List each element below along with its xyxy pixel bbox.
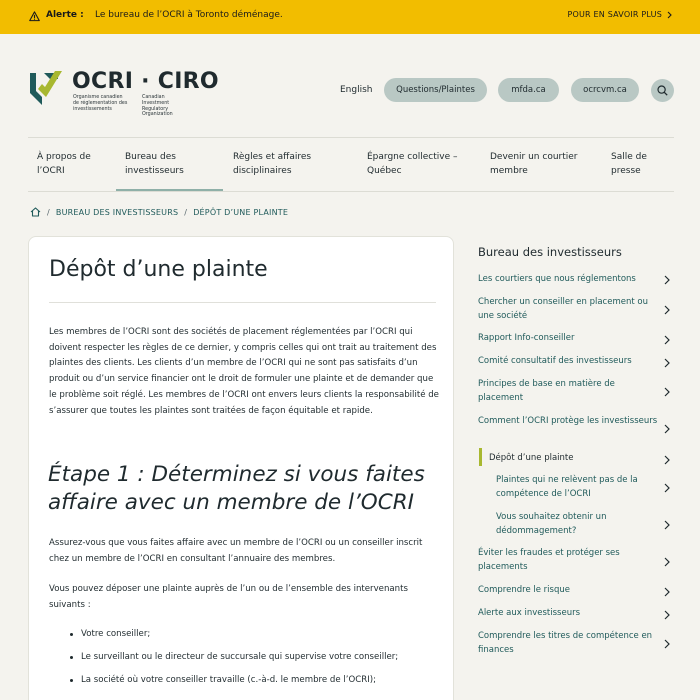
sidebar-item-alerte-investisseurs[interactable]: Alerte aux investisseurs: [478, 608, 581, 618]
breadcrumb-current: DÉPÔT D’UNE PLAINTE: [193, 207, 289, 217]
alert-more-link[interactable]: [567, 10, 672, 19]
questions-plaintes-button[interactable]: Questions/Plaintes: [384, 78, 487, 102]
logo-wordmark: OCRI · CIRO: [72, 69, 219, 94]
sidebar-active-marker: [479, 448, 482, 466]
nav-a-propos[interactable]: À propos de l’OCRI: [37, 152, 91, 176]
chevron-right-icon: [664, 387, 670, 397]
logo-subtitle-en: Canadian Investment Regulatory Organization: [142, 95, 173, 118]
sidebar-item-comite-consultatif[interactable]: Comité consultatif des investisseurs: [478, 356, 632, 366]
breadcrumb-section-link[interactable]: BUREAU DES INVESTISSEURS: [55, 207, 179, 217]
mfda-link-button[interactable]: mfda.ca: [498, 78, 559, 102]
chevron-right-icon: [664, 455, 670, 465]
nav-divider: [28, 191, 674, 192]
chevron-right-icon: [664, 483, 670, 493]
alert-more-label: POUR EN SAVOIR PLUS: [567, 10, 662, 19]
nav-salle-presse[interactable]: Salle de presse: [611, 152, 647, 176]
logo-subtitle-fr: Organisme canadien de réglementation des investissements: [73, 95, 128, 112]
chevron-right-icon: [664, 305, 670, 315]
step-1-heading: Étape 1 : Déterminez si vous faites affaire avec un membre de l’OCRI: [48, 462, 425, 515]
chevron-right-icon: [664, 424, 670, 434]
nav-epargne-collective[interactable]: Épargne collective – Québec: [367, 152, 458, 176]
ocri-logo-icon: [28, 67, 64, 111]
sidebar-item-comprendre-risque[interactable]: Comprendre le risque: [478, 585, 570, 595]
title-divider: [49, 302, 436, 303]
sidebar-item-chercher-conseiller[interactable]: Chercher un conseiller en placement ou une société: [478, 297, 648, 321]
sidebar-title: Bureau des investisseurs: [478, 245, 622, 259]
list-item: Votre conseiller;: [69, 627, 439, 642]
complaint-recipients-list: [69, 627, 439, 696]
chevron-right-icon: [664, 520, 670, 530]
nav-regles-affaires[interactable]: Règles et affaires disciplinaires: [233, 152, 312, 176]
breadcrumb-separator: /: [47, 207, 50, 217]
chevron-right-icon: [664, 587, 670, 597]
breadcrumb: [30, 207, 288, 217]
sidebar-subitem-dedommagement[interactable]: Vous souhaitez obtenir un dédommagement?: [496, 512, 607, 536]
search-icon: [657, 85, 668, 96]
chevron-right-icon: [667, 11, 672, 19]
alert-label: Alerte :: [46, 10, 84, 20]
sidebar-subitem-plaintes-hors-competence[interactable]: Plaintes qui ne relèvent pas de la compétence de l’OCRI: [496, 475, 638, 499]
alert-message: Le bureau de l’OCRI à Toronto déménage.: [95, 10, 283, 20]
chevron-right-icon: [664, 610, 670, 620]
sidebar-item-depot-plainte[interactable]: Dépôt d’une plainte: [489, 453, 574, 463]
complaint-recipients-paragraph: Vous pouvez déposer une plainte auprès de l’un ou de l’ensemble des intervenants suivants :: [49, 584, 408, 610]
sidebar-item-principes-base[interactable]: Principes de base en matière de placement: [478, 379, 615, 403]
page-title: Dépôt d’une plainte: [49, 257, 268, 282]
nav-bureau-investisseurs[interactable]: Bureau des investisseurs: [125, 152, 184, 176]
header-divider: [28, 137, 674, 138]
chevron-right-icon: [664, 639, 670, 649]
alert-bar: [0, 0, 700, 34]
list-item: La société où votre conseiller travaille (c.-à-d. le membre de l’OCRI);: [69, 673, 439, 688]
language-toggle[interactable]: English: [340, 85, 373, 95]
chevron-right-icon: [664, 335, 670, 345]
site-logo[interactable]: [28, 67, 219, 118]
sidebar-item-eviter-fraudes[interactable]: Éviter les fraudes et protéger ses placements: [478, 548, 620, 572]
chevron-right-icon: [664, 557, 670, 567]
sidebar-item-titres-competence[interactable]: Comprendre les titres de compétence en finances: [478, 631, 653, 655]
member-directory-paragraph: Assurez-vous que vous faites affaire avec un membre de l’OCRI ou un conseiller inscrit chez un membre de l’OCRI en consultant l’annuaire des membres.: [49, 538, 423, 564]
search-button[interactable]: [651, 79, 674, 102]
intro-paragraph: Les membres de l’OCRI sont des sociétés de placement réglementées par l’OCRI qui doivent respecter les règles de ce dernier, y compris celles qui ont trait au traitement des plaintes des clients. Les clients d’un membre de l’OCRI qui ne sont pas satisfaits d’un produit ou d’un service financier ont le droit de formuler une plainte et de demander que le problème soit réglé. Les membres de l’OCRI ont envers leurs clients la responsabilité de s’assurer que toutes les plaintes sont traitées de façon équitable et rapide.: [49, 327, 439, 416]
breadcrumb-separator: /: [184, 207, 188, 217]
ocrcvm-link-button[interactable]: ocrcvm.ca: [571, 78, 639, 102]
home-icon[interactable]: [30, 207, 41, 217]
nav-devenir-courtier[interactable]: Devenir un courtier membre: [490, 152, 578, 176]
warning-icon: [29, 11, 40, 22]
content-card: [28, 236, 454, 700]
sidebar-item-comment-ocri-protege[interactable]: Comment l’OCRI protège les investisseurs: [478, 416, 658, 426]
chevron-right-icon: [664, 275, 670, 285]
sidebar-item-courtiers[interactable]: Les courtiers que nous réglementons: [478, 274, 636, 284]
chevron-right-icon: [664, 358, 670, 368]
list-item: Le surveillant ou le directeur de succursale qui supervise votre conseiller;: [69, 650, 439, 665]
sidebar-item-rapport-info-conseiller[interactable]: Rapport Info-conseiller: [478, 333, 575, 343]
